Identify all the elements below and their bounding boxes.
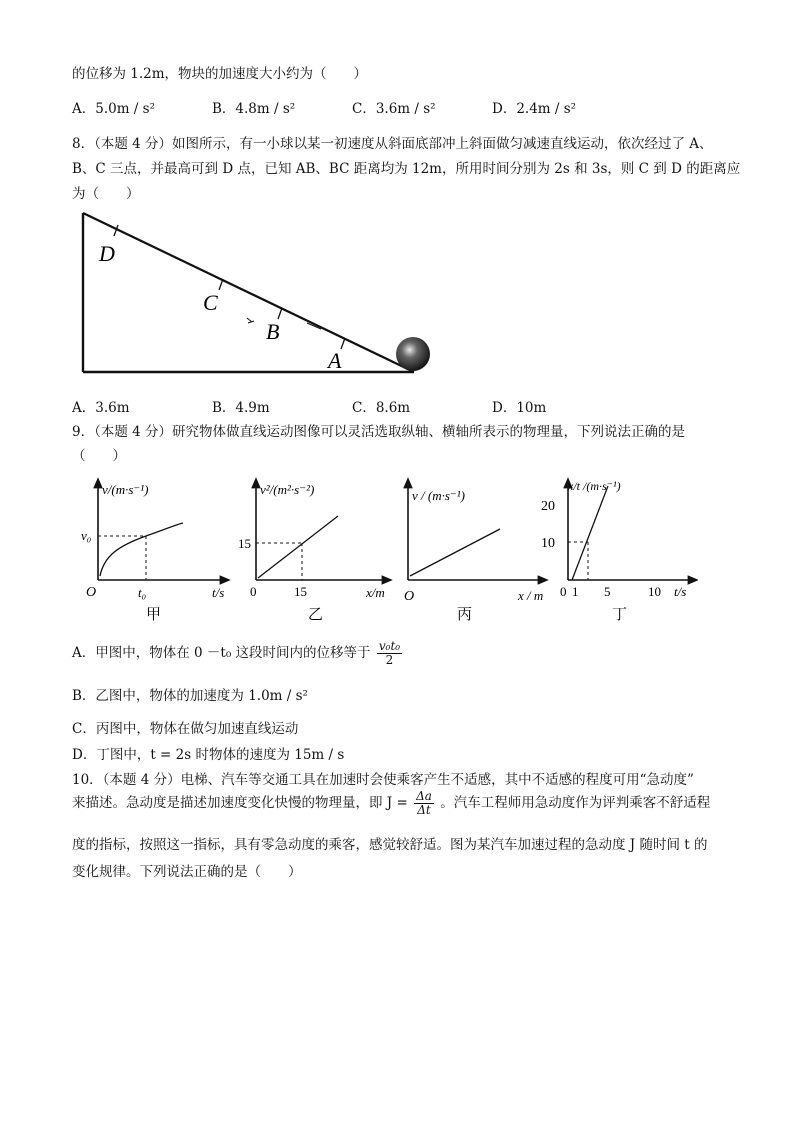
q9-option-a-numerator: v₀t₀ xyxy=(378,639,401,653)
q10-stem-line3: 度的指标，按照这一指标，具有零急动度的乘客，感觉较舒适。图为某汽车加速过程的急动度 J 随时间 t 的 xyxy=(72,837,708,853)
q9-stem-line2: （ ） xyxy=(72,448,126,464)
q10-line2-pre: 来描述。急动度是描述加速度变化快慢的物理量，即 J = xyxy=(72,795,408,812)
graph-yi-xtick: 15 xyxy=(294,584,307,599)
q8-stem-line2: B、C 三点，并最高可到 D 点，已知 AB、BC 距离均为 12m，所用时间分别为 2s 和 3s，则 C 到 D 的距离应 xyxy=(72,161,741,177)
point-a-label: A xyxy=(328,348,342,373)
q7-option-d: D．2.4m / s² xyxy=(492,101,577,117)
ball xyxy=(396,337,430,371)
q9-option-c: C．丙图中，物体在做匀加速直线运动 xyxy=(72,721,299,737)
q10-fraction-numerator: Δa xyxy=(416,789,432,803)
q9-option-a-fraction xyxy=(377,640,402,667)
graph-jia-ytick: v₀ xyxy=(81,528,92,543)
graph-yi-ylabel: v²/(m²·s⁻²) xyxy=(260,482,315,497)
graph-ding-ytick-20: 20 xyxy=(541,499,555,514)
q7-option-b: B．4.8m / s² xyxy=(212,101,296,117)
graph-ding-ylabel: x/t /(m·s⁻¹) xyxy=(568,479,621,493)
graph-bing-name: 丙 xyxy=(457,607,473,623)
graph-jia-ylabel: v/(m·s⁻¹) xyxy=(102,482,149,497)
q9-option-a-text: A．甲图中，物体在 0 －t₀ 这段时间内的位移等于 xyxy=(72,645,371,662)
graph-jia xyxy=(78,476,238,628)
graph-ding-xtick-1: 1 xyxy=(572,584,579,599)
q10-line2-post: 。汽车工程师用急动度作为评判乘客不舒适程 xyxy=(440,795,711,812)
q8-stem-line3: 为（ ） xyxy=(72,186,140,202)
q8-option-c: C．8.6m xyxy=(352,400,411,416)
graph-ding-origin: 0 xyxy=(560,584,567,599)
graph-bing-xlabel: x / m xyxy=(518,588,544,603)
q9-option-a-denominator: 2 xyxy=(385,653,394,668)
q10-fraction-denominator: Δt xyxy=(417,803,431,818)
graph-yi-xlabel: x/m xyxy=(366,585,385,600)
graph-jia-origin: O xyxy=(86,585,97,600)
point-c-label: C xyxy=(203,290,218,315)
graph-ding-xtick-10: 10 xyxy=(648,584,661,599)
graph-ding-xlabel: t/s xyxy=(674,584,687,599)
graph-bing-ylabel: v / (m·s⁻¹) xyxy=(412,488,465,503)
q9-option-a xyxy=(72,640,404,667)
q7-option-a: A．5.0m / s² xyxy=(72,101,155,117)
graph-bing xyxy=(398,476,558,628)
graph-jia-xlabel: t/s xyxy=(212,585,225,600)
graph-yi-origin: 0 xyxy=(250,584,257,599)
q10-stem-line4: 变化规律。下列说法正确的是（ ） xyxy=(72,864,302,880)
graph-bing-origin: O xyxy=(404,589,415,604)
point-b-label: B xyxy=(266,319,280,344)
q10-stem-line1: 10．（本题 4 分）电梯、汽车等交通工具在加速时会使乘客产生不适感，其中不适感的程度可用“急动度” xyxy=(72,772,694,788)
graph-yi xyxy=(238,476,398,628)
graph-ding-name: 丁 xyxy=(612,607,628,623)
graph-jia-xtick: t₀ xyxy=(138,585,147,600)
q8-stem-line1: 8．（本题 4 分）如图所示，有一小球以某一初速度从斜面底部冲上斜面做匀减速直线运动，依次经过了 A、 xyxy=(72,136,713,152)
incline-figure xyxy=(72,205,442,385)
q7-option-c: C．3.6m / s² xyxy=(352,101,436,117)
graph-jia-name: 甲 xyxy=(146,607,162,623)
graph-yi-ytick: 15 xyxy=(238,536,251,551)
q7-text: 的位移为 1.2m，物块的加速度大小约为（ ） xyxy=(72,66,368,82)
q9-option-d: D．丁图中，t = 2s 时物体的速度为 15m / s xyxy=(72,747,345,763)
q9-option-b: B．乙图中，物体的加速度为 1.0m / s² xyxy=(72,688,308,704)
point-d-label: D xyxy=(99,241,115,266)
q10-stem-line2 xyxy=(72,790,710,817)
graph-ding xyxy=(538,476,698,628)
q8-option-d: D．10m xyxy=(492,400,547,416)
q8-option-b: B．4.9m xyxy=(212,400,270,416)
q10-jerk-fraction xyxy=(414,790,434,817)
q9-stem-line1: 9．（本题 4 分）研究物体做直线运动图像可以灵活选取纵轴、横轴所表示的物理量，下列说法正确的是 xyxy=(72,424,686,440)
graph-ding-ytick-10: 10 xyxy=(541,536,555,551)
q8-option-a: A．3.6m xyxy=(72,400,130,416)
graph-ding-xtick-5: 5 xyxy=(604,584,611,599)
graph-yi-name: 乙 xyxy=(308,607,324,623)
